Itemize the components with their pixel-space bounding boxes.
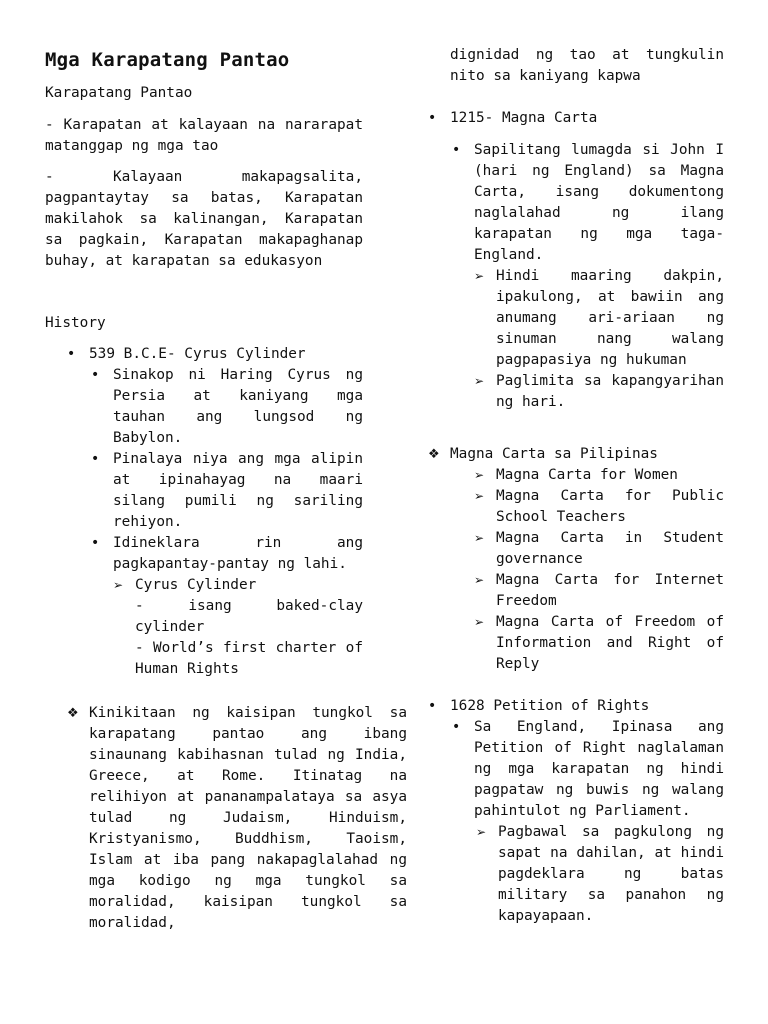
cyrus-heading: 539 B.C.E- Cyrus Cylinder [89, 346, 306, 362]
list-item [428, 696, 724, 717]
list-item [476, 822, 724, 927]
bullet-icon: • [452, 719, 461, 735]
magna-point: Sapilitang lumagda si John I (hari ng England) sa Magna Carta, isang dokumentong naglalahad ng ilang karapatan ng mga taga-England. [474, 142, 724, 263]
list-item [452, 140, 724, 266]
arrow-bullet-icon: ➢ [474, 573, 485, 587]
bullet-icon: • [91, 367, 100, 383]
ph-item: Magna Carta for Public School Teachers [496, 488, 724, 525]
examples-paragraph: - Kalayaan makapagsalita, pagpantaytay sa batas, Karapatan makilahok sa kalinangan, Karapatan sa pagkain, Karapatan makapaghanap buhay, at karapatan sa edukasyon [45, 169, 363, 269]
magna-subpoints [474, 266, 724, 413]
ph-item: Magna Carta of Freedom of Information and Right of Reply [496, 614, 724, 672]
arrow-bullet-icon: ➢ [113, 578, 124, 592]
list-item [474, 266, 724, 371]
ph-item: Magna Carta for Internet Freedom [496, 572, 724, 609]
ph-heading: Magna Carta sa Pilipinas [450, 446, 658, 462]
magna-heading: 1215- Magna Carta [450, 110, 598, 126]
arrow-bullet-icon: ➢ [474, 615, 485, 629]
bullet-icon: • [91, 535, 100, 551]
kinikitaan-item [67, 703, 407, 934]
ph-item: Magna Carta in Student governance [496, 530, 724, 567]
list-item [428, 108, 724, 129]
cyrus-point: Idineklara rin ang pagkapantay-pantay ng lahi. [113, 535, 363, 572]
list-item [474, 612, 724, 675]
list-item [67, 344, 363, 365]
list-item [91, 533, 363, 575]
list-item [428, 444, 724, 465]
cyrus-points [91, 365, 363, 680]
ph-items [474, 465, 724, 675]
petition-heading: 1628 Petition of Rights [450, 698, 650, 714]
list-item [113, 575, 363, 596]
bullet-icon: • [91, 451, 100, 467]
arrow-bullet-icon: ➢ [474, 374, 485, 388]
list-item [474, 465, 724, 486]
diamond-bullet-icon: ❖ [67, 706, 79, 721]
continuation-text: dignidad ng tao at tungkulin nito sa kaniyang kapwa [450, 47, 724, 84]
petition-section [428, 696, 724, 927]
list-item [474, 371, 724, 413]
list-item [474, 486, 724, 528]
arrow-bullet-icon: ➢ [474, 531, 485, 545]
cyrus-point: Pinalaya niya ang mga alipin at ipinahayag na maari silang pumili ng sariling rehiyon. [113, 451, 363, 530]
cyrus-sub-line: - isang baked-clay cylinder [135, 598, 363, 635]
arrow-bullet-icon: ➢ [476, 825, 487, 839]
kinikitaan-text: Kinikitaan ng kaisipan tungkol sa karapatang pantao ang ibang sinaunang kabihasnan tulad ng India, Greece, at Rome. Itinatag na relihiyon at pananampalataya sa asya tulad ng Judaism, Hinduism, Kristyanismo, Buddhism, Taoism, Islam at iba pang nakapaglalahad ng mga kodigo ng mga tungkol sa moralidad, kaisipan tungkol sa moralidad, [89, 705, 407, 931]
bullet-icon: • [428, 110, 437, 126]
arrow-bullet-icon: ➢ [474, 468, 485, 482]
bullet-icon: • [452, 142, 461, 158]
ph-item: Magna Carta for Women [496, 467, 678, 483]
list-item [474, 570, 724, 612]
cyrus-sub-heading: Cyrus Cylinder [135, 577, 257, 593]
magna-subpoint: Hindi maaring dakpin, ipakulong, at bawiin ang anumang ari-ariaan ng sinuman nang walang pagpapasiya ng hukuman [496, 268, 724, 368]
list-item [91, 365, 363, 449]
arrow-bullet-icon: ➢ [474, 489, 485, 503]
page-title: Mga Karapatang Pantao [45, 49, 290, 71]
petition-point: Sa England, Ipinasa ang Petition of Right naglalaman ng mga karapatan ng hindi pagpataw ng buwis ng walang pahintulot ng Parliament. [474, 719, 724, 819]
cyrus-point: Sinakop ni Haring Cyrus ng Persia at kaniyang mga tauhan ang lungsod ng Babylon. [113, 367, 363, 446]
section-subtitle: Karapatang Pantao [45, 85, 193, 101]
list-item [474, 528, 724, 570]
cyrus-sub-line: - World’s first charter of Human Rights [135, 640, 363, 677]
magna-carta-section [428, 108, 724, 413]
history-heading: History [45, 315, 106, 331]
arrow-bullet-icon: ➢ [474, 269, 485, 283]
definition-paragraph: - Karapatan at kalayaan na nararapat matanggap ng mga tao [45, 117, 363, 154]
list-item [91, 449, 363, 533]
diamond-bullet-icon: ❖ [428, 447, 440, 462]
list-item [452, 717, 724, 822]
bullet-icon: • [428, 698, 437, 714]
magna-carta-ph-section [428, 444, 724, 675]
magna-subpoint: Paglimita sa kapangyarihan ng hari. [496, 373, 724, 410]
petition-subpoint: Pagbawal sa pagkulong ng sapat na dahilan, at hindi pagdeklara ng batas military sa panahon ng kapayapaan. [498, 824, 724, 924]
cyrus-section [67, 344, 363, 680]
bullet-icon: • [67, 346, 76, 362]
left-column [45, 0, 407, 931]
cyrus-cylinder-sub [113, 575, 363, 680]
